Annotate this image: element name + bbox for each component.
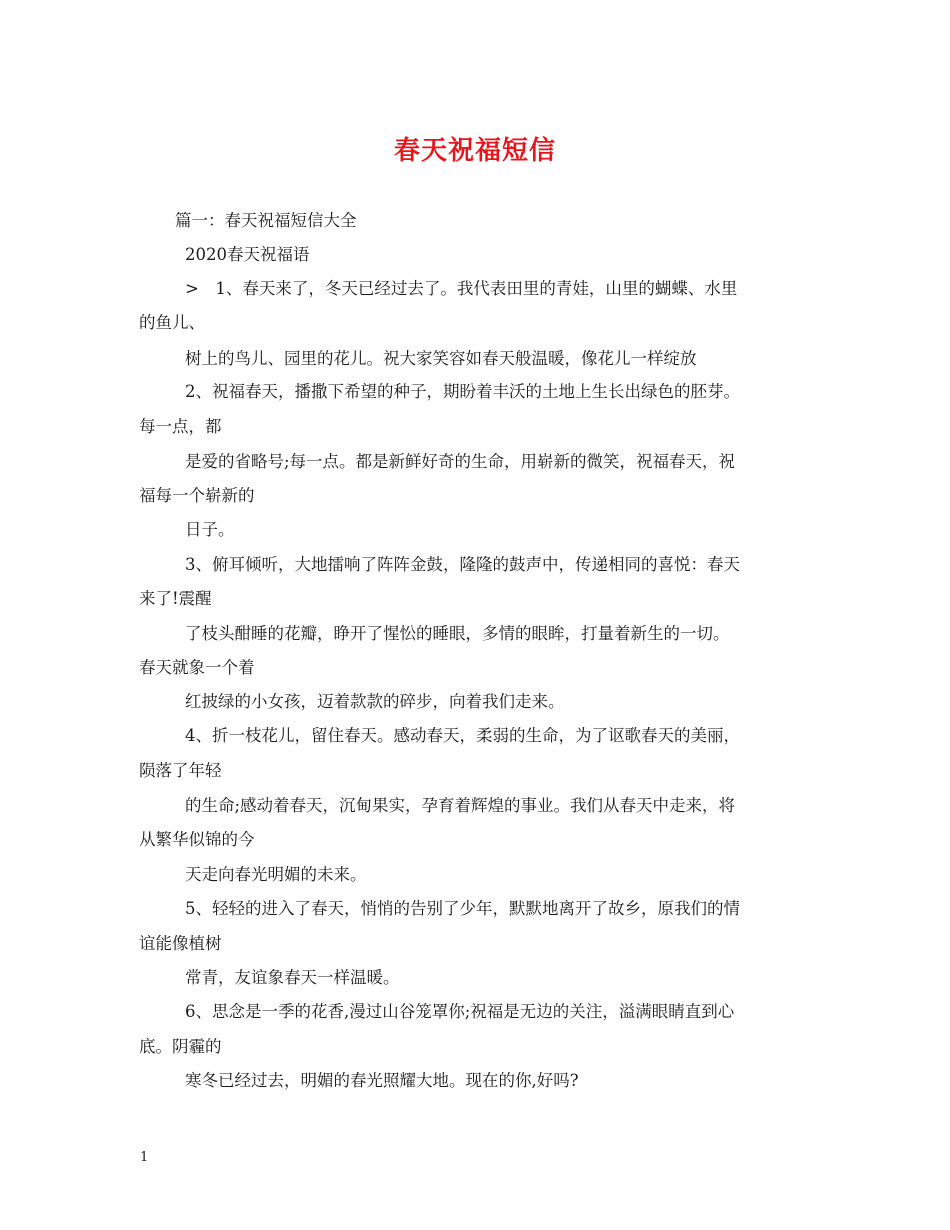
paragraph-line: 的生命;感动着春天，沉甸果实，孕育着辉煌的事业。我们从春天中走来，将 (185, 796, 736, 815)
paragraph-line: 天走向春光明媚的未来。 (185, 865, 367, 884)
paragraph-line: 4、折一枝花儿，留住春天。感动春天，柔弱的生命，为了讴歌春天的美丽， (185, 726, 740, 745)
paragraph-line: 红披绿的小女孩，迈着款款的碎步，向着我们走来。 (185, 692, 565, 711)
paragraph-line: 5、轻轻的进入了春天，悄悄的告别了少年，默默地离开了故乡，原我们的情 (185, 899, 740, 918)
subheading: 2020春天祝福语 (185, 245, 310, 264)
paragraph-line: > 1、春天来了，冬天已经过去了。我代表田里的青娃，山里的蝴蝶、水里 (185, 279, 738, 298)
paragraph-line: 春天就象一个着 (139, 658, 255, 677)
paragraph-line: 树上的鸟儿、园里的花儿。祝大家笑容如春天般温暖，像花儿一样绽放 (185, 349, 697, 368)
page-number: 1 (140, 1150, 149, 1165)
paragraph-line: 陨落了年轻 (139, 761, 222, 780)
section-heading: 篇一：春天祝福短信大全 (175, 211, 357, 230)
paragraph-line: 的鱼儿、 (139, 313, 205, 332)
paragraph-line: 底。阴霾的 (139, 1037, 222, 1056)
paragraph-line: 6、思念是一季的花香,漫过山谷笼罩你;祝福是无边的关注，溢满眼睛直到心 (185, 1002, 735, 1021)
paragraph-line: 寒冬已经过去，明媚的春光照耀大地。现在的你,好吗? (185, 1071, 579, 1090)
paragraph-line: 了枝头酣睡的花瓣，睁开了惺忪的睡眼，多情的眼眸，打量着新生的一切。 (185, 624, 730, 643)
document-title: 春天祝福短信 (393, 136, 556, 166)
paragraph-line: 常青，友谊象春天一样温暖。 (185, 968, 400, 987)
paragraph-line: 谊能像植树 (139, 934, 222, 953)
paragraph-line: 3、俯耳倾听，大地擂响了阵阵金鼓，隆隆的鼓声中，传递相同的喜悦：春天 (185, 555, 740, 574)
paragraph-line: 来了!震醒 (139, 589, 212, 608)
paragraph-line: 从繁华似锦的今 (139, 830, 255, 849)
paragraph-line: 福每一个崭新的 (139, 486, 255, 505)
paragraph-line: 每一点，都 (139, 417, 222, 436)
paragraph-line: 2、祝福春天，播撒下希望的种子，期盼着丰沃的土地上生长出绿色的胚芽。 (185, 382, 740, 401)
paragraph-line: 日子。 (185, 520, 235, 539)
paragraph-line: 是爱的省略号;每一点。都是新鲜好奇的生命，用崭新的微笑，祝福春天，祝 (185, 452, 736, 471)
